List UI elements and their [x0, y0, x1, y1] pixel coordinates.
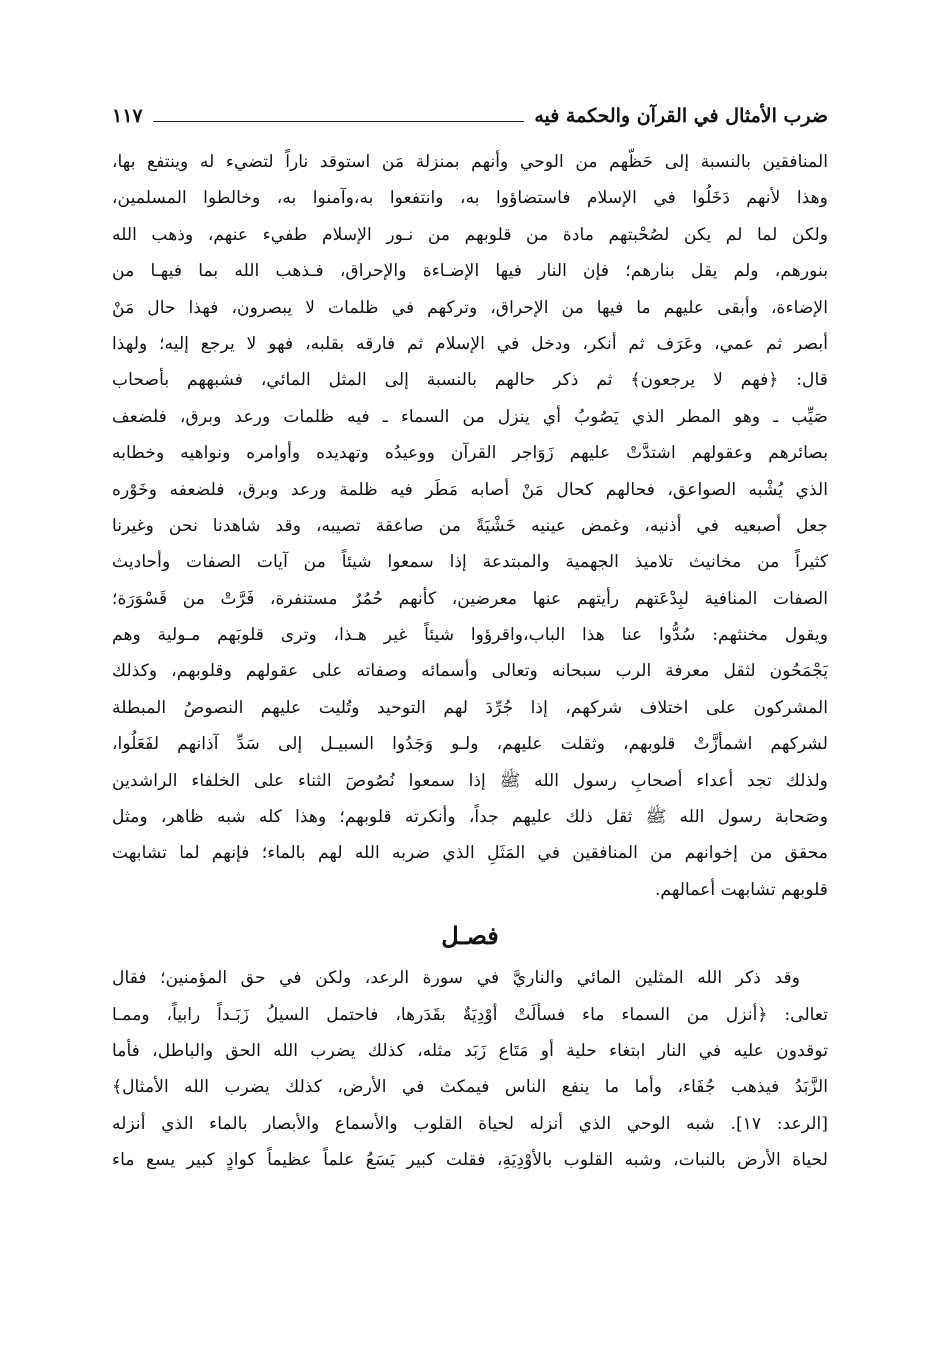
- book-page: [112, 96, 828, 1336]
- text-line: محقق من إخوانهم من المنافقين في المَثَلِ الذي ضربه الله لهم بالماء؛ فإنهم لما تشابهت: [112, 843, 828, 864]
- text-line: لحياة الأرض بالنبات، وشبه القلوب بالأوْدِيَةِ، فقلت كبير يَسَعُ علماً عظيماً كوادٍ كبير يسع ماء: [112, 1150, 828, 1171]
- text-line: يَجْمَحُون لثقل معرفة الرب سبحانه وتعالى وأسمائه وصفاته على عقولهم وقلوبهم، وكذلك: [112, 661, 828, 682]
- text-line: وهذا لأنهم دَخَلُوا في الإسلام فاستضاؤوا به، وانتفعوا به،وآمنوا به، وخالطوا المسلمين،: [112, 188, 828, 209]
- text-line: الصفات المنافية لبِدْعَتهم رأيتهم عنها معرضين، كأنهم حُمُرٌ مستنفرة، فَرَّتْ من قَسْوَرَة؛: [112, 588, 828, 609]
- text-line: المشركون على اختلاف شركهم، إذا جُرِّدَ لهم التوحيد وتُليت عليهم النصوصُ المبطلة: [112, 697, 828, 718]
- text-line: ولكن لما لم يكن لصُحْبتهم مادة من قلوبهم من نـور الإسلام طفيء عنهم، وذهب الله: [112, 224, 828, 245]
- section-heading: فصـل: [441, 921, 499, 951]
- text-line: قال: ﴿فهم لا يرجعون﴾ ثم ذكر حالهم بالنسبة إلى المثل المائي، فشبههم بأصحاب: [112, 370, 828, 391]
- text-line: ولذلك تجد أعداء أصحابِ رسول الله ﷺ إذا سمعوا نُصُوصَ الثناء على الخلفاء الراشدين: [112, 770, 828, 791]
- text-line: قلوبهم تشابهت أعمالهم.: [654, 879, 828, 900]
- text-line: كثيراً من مخانيث تلاميذ الجهمية والمبتدعة إذا سمعوا شيئاً من آيات الصفات وأحاديث: [112, 552, 828, 573]
- text-line: تعالى: ﴿أنزل من السماء ماء فسألَتْ أوْدِيَةٌ بقَدَرها، فاحتمل السيلُ زَبَـداً رابياً، وممـا: [112, 1004, 828, 1025]
- text-line: جعل أصبعيه في أذنيه، وغمض عينيه خَشْيَةً من صاعقة تصيبه، وقد شاهدنا نحن وغيرنا: [112, 515, 828, 536]
- page-number: ١١٧: [112, 105, 143, 127]
- text-line: المنافقين بالنسبة إلى حَظّهم من الوحي وأنهم بمنزلة مَن استوقد ناراً لتضيء له وينتفع بها،: [112, 152, 828, 172]
- text-line: الإضاءة، وأبقى عليهم ما فيها من الإحراق، وتركهم في ظلمات لا يبصرون، فهذا حال مَنْ: [112, 297, 828, 318]
- text-line: الزَّبَدُ فيذهب جُفَاء، وأما ما ينفع الناس فيمكث في الأرض، كذلك يضرب الله الأمثال﴾: [112, 1077, 828, 1098]
- text-line: ويقول مخنثهم: سُدُّوا عنا هذا الباب،واقرؤوا شيئاً غير هـذا، وترى قلوبَهم مـولية وهم: [112, 625, 828, 646]
- text-line: صَيِّب ـ وهو المطر الذي يَصُوبُ أي ينزل من السماء ـ فيه ظلمات ورعد وبرق، فلضعف: [112, 406, 828, 427]
- text-line: أبصر ثم عمي، وعَرَف ثم أنكر، ودخل في الإسلام ثم فارقه بقلبه، فهو لا يرجع إليه؛ ولهذا: [112, 333, 828, 354]
- main-text: [112, 144, 828, 1179]
- text-line: وصَحابة رسول الله ﷺ ثقل ذلك عليهم جداً، وأنكرته قلوبهم؛ وهذا كله شبه ظاهر، ومثل: [112, 807, 828, 828]
- text-line: الذي يُشْبه الصواعق، فحالهم كحال مَنْ أصابه مَطَر فيه ظلمة ورعد وبرق، فلضعفه وخَوْره: [112, 479, 828, 500]
- header-rule: [153, 121, 525, 122]
- text-line: بصائرهم وعقولهم اشتدَّتْ عليهم زَوَاجر القرآن ووعيدُه وتهديده وأوامره ونواهيه وخطابه: [112, 443, 828, 464]
- page-title: ضرب الأمثال في القرآن والحكمة فيه: [534, 105, 828, 127]
- text-line: توقدون عليه في النار ابتغاء حلية أو مَتَاع زَبَد مثله، كذلك يضرب الله الحق والباطل، فأما: [112, 1040, 828, 1061]
- text-line: لشركهم اشمأزَّتْ قلوبهم، وثقلت عليهم، ولـو وَجَدُوا السبيـل إلى سَدِّ آذانهم لفَعَلُوا،: [112, 734, 828, 755]
- text-line: [الرعد: ١٧]. شبه الوحي الذي أنزله لحياة القلوب والأسماع والأبصار بالماء الذي أنزله: [112, 1113, 828, 1134]
- text-line: بنورهم، ولم يقل بنارهم؛ فإن النار فيها الإضـاءة والإحراق، فـذهب الله بما فيهـا من: [112, 261, 828, 282]
- running-header: [112, 96, 828, 136]
- text-line: وقد ذكر الله المثلين المائي والناريَّ في سورة الرعد، ولكن في حق المؤمنين؛ فقال: [112, 968, 800, 989]
